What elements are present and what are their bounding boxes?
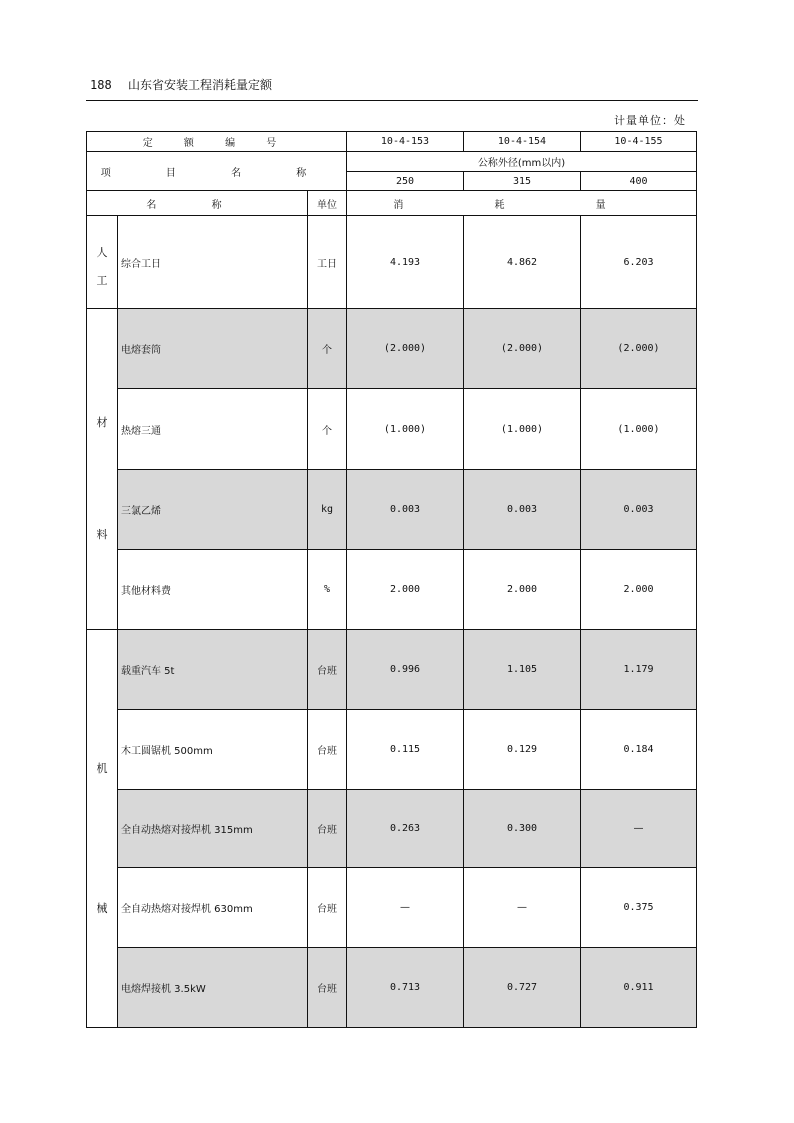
row-value: 0.713 bbox=[347, 948, 464, 1028]
table-row bbox=[87, 470, 697, 550]
category-char: 械 bbox=[96, 902, 108, 915]
row-value: 2.000 bbox=[347, 550, 464, 630]
table-row bbox=[87, 309, 697, 389]
col-name-label: 名 称 bbox=[87, 191, 308, 216]
row-unit: % bbox=[308, 550, 347, 630]
row-value: (2.000) bbox=[464, 309, 581, 389]
table-row bbox=[87, 868, 697, 948]
row-unit: 台班 bbox=[308, 790, 347, 868]
row-unit: 台班 bbox=[308, 948, 347, 1028]
spec-label-row bbox=[87, 152, 697, 172]
row-name: 综合工日 bbox=[118, 216, 308, 309]
row-value: 0.003 bbox=[581, 470, 697, 550]
table-row bbox=[87, 389, 697, 470]
row-value: 0.003 bbox=[347, 470, 464, 550]
row-value: 6.203 bbox=[581, 216, 697, 309]
row-value: 0.003 bbox=[464, 470, 581, 550]
row-unit: 工日 bbox=[308, 216, 347, 309]
row-name: 其他材料费 bbox=[118, 550, 308, 630]
row-name: 全自动热熔对接焊机 630mm bbox=[118, 868, 308, 948]
row-value: (2.000) bbox=[347, 309, 464, 389]
spec-value: 250 bbox=[347, 172, 464, 191]
row-value: (2.000) bbox=[581, 309, 697, 389]
table-row bbox=[87, 550, 697, 630]
row-value: 2.000 bbox=[581, 550, 697, 630]
spec-value: 315 bbox=[464, 172, 581, 191]
row-value: 0.115 bbox=[347, 710, 464, 790]
category-char: 机 bbox=[96, 762, 108, 775]
row-value: (1.000) bbox=[347, 389, 464, 470]
row-unit: 个 bbox=[308, 389, 347, 470]
item-name-label: 项 目 名 称 bbox=[87, 152, 347, 191]
row-name: 载重汽车 5t bbox=[118, 630, 308, 710]
page-header bbox=[86, 74, 698, 100]
row-name: 电熔焊接机 3.5kW bbox=[118, 948, 308, 1028]
unit-note: 计量单位：处 bbox=[614, 114, 686, 127]
row-value: (1.000) bbox=[581, 389, 697, 470]
row-name: 全自动热熔对接焊机 315mm bbox=[118, 790, 308, 868]
table-row bbox=[87, 630, 697, 710]
category-char: 工 bbox=[96, 274, 108, 287]
row-value: 1.105 bbox=[464, 630, 581, 710]
row-value: 0.727 bbox=[464, 948, 581, 1028]
spec-value: 400 bbox=[581, 172, 697, 191]
table-row bbox=[87, 216, 697, 309]
row-value: 0.129 bbox=[464, 710, 581, 790]
category-char: 材 bbox=[96, 416, 108, 429]
row-name: 热熔三通 bbox=[118, 389, 308, 470]
row-value: — bbox=[464, 868, 581, 948]
category-char: 人 bbox=[96, 246, 108, 259]
row-value: — bbox=[347, 868, 464, 948]
row-name: 三氯乙烯 bbox=[118, 470, 308, 550]
row-name: 电熔套筒 bbox=[118, 309, 308, 389]
table-row bbox=[87, 948, 697, 1028]
col-unit-label: 单位 bbox=[308, 191, 347, 216]
row-value: 4.193 bbox=[347, 216, 464, 309]
row-value: 0.300 bbox=[464, 790, 581, 868]
quota-number: 10-4-155 bbox=[581, 132, 697, 152]
row-name: 木工圆锯机 500mm bbox=[118, 710, 308, 790]
col-consumption-label: 消 耗 量 bbox=[347, 191, 697, 216]
quota-number: 10-4-154 bbox=[464, 132, 581, 152]
row-unit: kg bbox=[308, 470, 347, 550]
row-value: 1.179 bbox=[581, 630, 697, 710]
page-number: 188 bbox=[90, 78, 112, 92]
table-row bbox=[87, 710, 697, 790]
row-value: 0.375 bbox=[581, 868, 697, 948]
category-char: 料 bbox=[96, 528, 108, 541]
row-value: 0.911 bbox=[581, 948, 697, 1028]
column-header-row bbox=[87, 191, 697, 216]
row-value: 0.263 bbox=[347, 790, 464, 868]
category-material bbox=[87, 309, 118, 630]
row-unit: 台班 bbox=[308, 630, 347, 710]
quota-table bbox=[86, 131, 697, 1028]
quota-number-row bbox=[87, 132, 697, 152]
row-unit: 个 bbox=[308, 309, 347, 389]
row-unit: 台班 bbox=[308, 868, 347, 948]
row-unit: 台班 bbox=[308, 710, 347, 790]
row-value: 0.996 bbox=[347, 630, 464, 710]
spec-label: 公称外径(mm以内) bbox=[347, 152, 697, 172]
row-value: (1.000) bbox=[464, 389, 581, 470]
header-rule bbox=[86, 100, 698, 101]
row-value: 0.184 bbox=[581, 710, 697, 790]
table-row bbox=[87, 790, 697, 868]
book-title: 山东省安装工程消耗量定额 bbox=[128, 78, 273, 92]
row-value: 4.862 bbox=[464, 216, 581, 309]
category-labor bbox=[87, 216, 118, 309]
quota-number: 10-4-153 bbox=[347, 132, 464, 152]
row-value: — bbox=[581, 790, 697, 868]
quota-no-label: 定 额 编 号 bbox=[87, 132, 347, 152]
row-value: 2.000 bbox=[464, 550, 581, 630]
category-machinery bbox=[87, 630, 118, 1028]
